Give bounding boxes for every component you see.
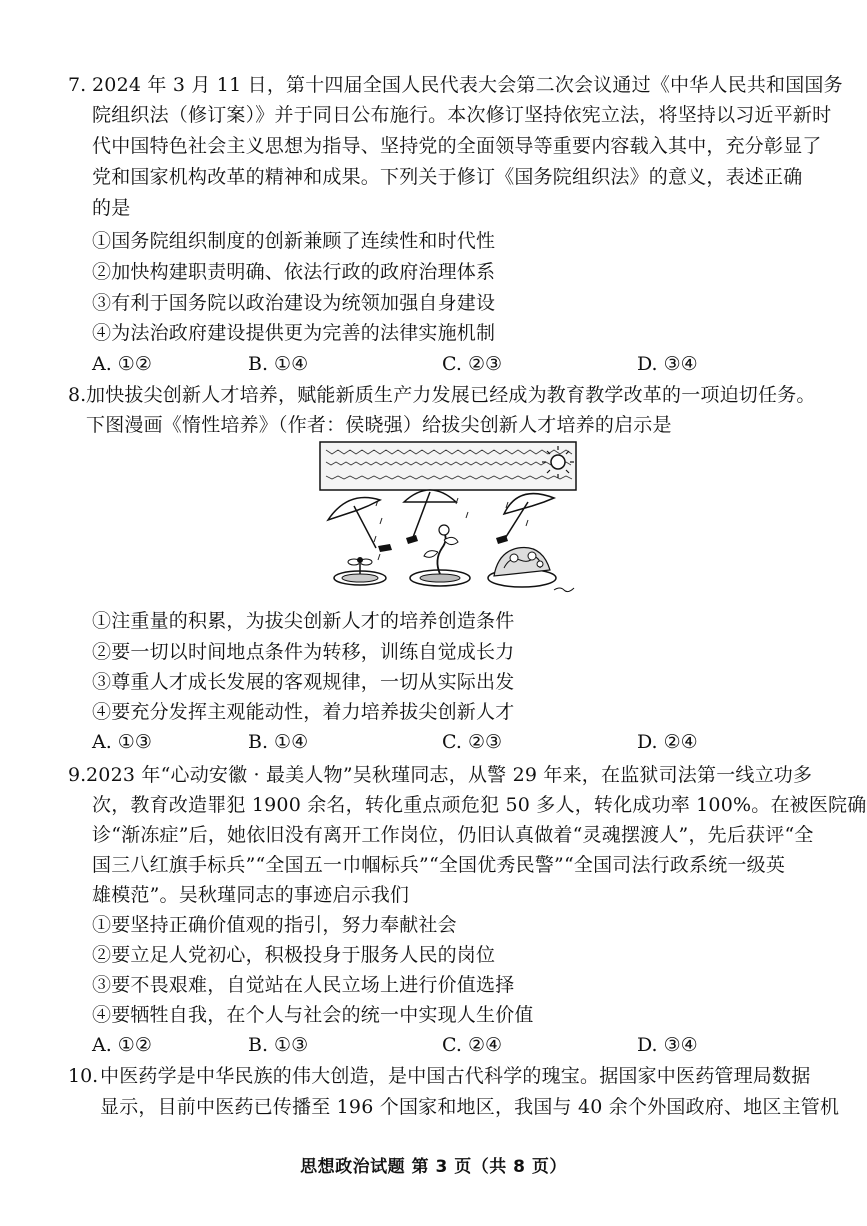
q8-number: 8.: [68, 384, 87, 406]
q7-item-4: ④为法治政府建设提供更为完善的法律实施机制: [92, 322, 496, 344]
q7-number: 7.: [68, 74, 87, 96]
q9-stem-line-2: 次，教育改造罪犯 1900 余名，转化重点顽危犯 50 多人，转化成功率 100%。在被医院确: [92, 794, 867, 816]
q9-choice-b[interactable]: B. ①③: [248, 1034, 309, 1056]
q10-stem-line-2: 显示，目前中医药已传播至 196 个国家和地区，我国与 40 余个外国政府、地区主管机: [100, 1096, 840, 1118]
q7-choice-d[interactable]: D. ③④: [637, 353, 698, 375]
cartoon-image: [318, 440, 578, 595]
q7-stem-line-3: 代中国特色社会主义思想为指导、坚持党的全面领导等重要内容载入其中，充分彰显了: [92, 135, 822, 157]
q7-stem-line-1: 2024 年 3 月 11 日，第十四届全国人民代表大会第二次会议通过《中华人民共和国国务: [92, 74, 843, 96]
q9-item-3: ③要不畏艰难，自觉站在人民立场上进行价值选择: [92, 974, 515, 996]
q9-choice-a[interactable]: A. ①②: [92, 1034, 152, 1056]
q10-number: 10.: [68, 1065, 99, 1087]
q9-choice-c[interactable]: C. ②④: [442, 1034, 503, 1056]
q7-item-2: ②加快构建职责明确、依法行政的政府治理体系: [92, 261, 496, 283]
q9-stem-line-1: 2023 年“心动安徽 · 最美人物”吴秋瑾同志，从警 29 年来，在监狱司法第一线立功多: [86, 764, 813, 786]
q7-item-1: ①国务院组织制度的创新兼顾了连续性和时代性: [92, 230, 496, 252]
q7-choice-b[interactable]: B. ①④: [248, 353, 309, 375]
q8-stem-line-2: 下图漫画《惰性培养》（作者：侯晓强）给拔尖创新人才培养的启示是: [86, 414, 672, 436]
q8-item-1: ①注重量的积累，为拔尖创新人才的培养创造条件: [92, 610, 515, 632]
q8-item-3: ③尊重人才成长发展的客观规律，一切从实际出发: [92, 671, 515, 693]
q8-choice-b[interactable]: B. ①④: [248, 731, 309, 753]
q7-choice-a[interactable]: A. ①②: [92, 353, 152, 375]
q8-choice-c[interactable]: C. ②③: [442, 731, 503, 753]
q9-stem-line-4: 国三八红旗手标兵”“全国五一巾帼标兵”“全国优秀民警”“全国司法行政系统一级英: [92, 854, 786, 876]
q9-stem-line-3: 诊“渐冻症”后，她依旧没有离开工作岗位，仍旧认真做着“灵魂摆渡人”，先后获评“全: [92, 824, 814, 846]
q7-stem-line-4: 党和国家机构改革的精神和成果。下列关于修订《国务院组织法》的意义，表述正确: [92, 166, 803, 188]
q9-item-1: ①要坚持正确价值观的指引，努力奉献社会: [92, 914, 457, 936]
q10-stem-line-1: 中医药学是中华民族的伟大创造，是中国古代科学的瑰宝。据国家中医药管理局数据: [100, 1065, 811, 1087]
q9-choice-d[interactable]: D. ③④: [637, 1034, 698, 1056]
page-footer: 思想政治试题 第 3 页（共 8 页）: [300, 1157, 567, 1177]
q8-choice-d[interactable]: D. ②④: [637, 731, 698, 753]
q8-item-4: ④要充分发挥主观能动性，着力培养拔尖创新人才: [92, 701, 515, 723]
q9-item-2: ②要立足人党初心，积极投身于服务人民的岗位: [92, 944, 496, 966]
q9-number: 9.: [68, 764, 87, 786]
q9-stem-line-5: 雄模范”。吴秋瑾同志的事迹启示我们: [92, 884, 410, 906]
q7-choice-c[interactable]: C. ②③: [442, 353, 503, 375]
q7-stem-line-5: 的是: [92, 197, 131, 219]
q8-stem-line-1: 加快拔尖创新人才培养，赋能新质生产力发展已经成为教育教学改革的一项迫切任务。: [86, 384, 816, 406]
q7-item-3: ③有利于国务院以政治建设为统领加强自身建设: [92, 292, 496, 314]
q8-choice-a[interactable]: A. ①③: [92, 731, 152, 753]
q7-stem-line-2: 院组织法（修订案）》并于同日公布施行。本次修订坚持依宪立法，将坚持以习近平新时: [92, 104, 832, 126]
q9-item-4: ④要牺牲自我，在个人与社会的统一中实现人生价值: [92, 1004, 534, 1026]
q8-item-2: ②要一切以时间地点条件为转移，训练自觉成长力: [92, 641, 515, 663]
